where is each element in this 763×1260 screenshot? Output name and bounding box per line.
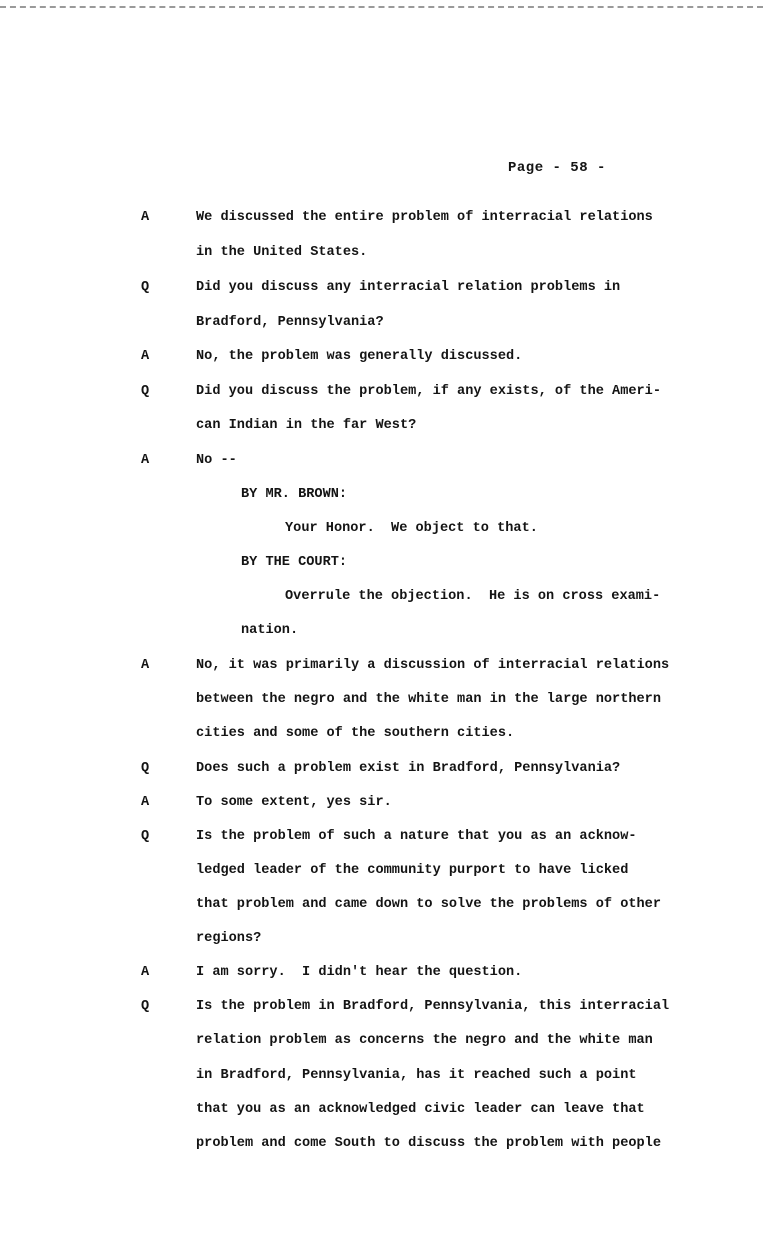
speaker-label: A <box>141 349 150 364</box>
transcript-line <box>0 485 763 505</box>
transcript-line <box>0 963 763 983</box>
line-text: that you as an acknowledged civic leader can leave that <box>196 1102 645 1117</box>
line-text: I am sorry. I didn't hear the question. <box>196 965 523 980</box>
line-text: Bradford, Pennsylvania? <box>196 315 384 330</box>
transcript-line <box>0 553 763 573</box>
transcript-line <box>0 929 763 949</box>
line-text: relation problem as concerns the negro and the white man <box>196 1033 653 1048</box>
transcript-line <box>0 621 763 641</box>
line-text: in the United States. <box>196 245 368 260</box>
line-text: Is the problem of such a nature that you as an acknow- <box>196 829 637 844</box>
speaker-label: A <box>141 453 150 468</box>
transcript-line <box>0 895 763 915</box>
transcript-line <box>0 1134 763 1154</box>
line-text: Did you discuss any interracial relation problems in <box>196 280 621 295</box>
transcript-line <box>0 656 763 676</box>
speaker-label: Q <box>141 761 150 776</box>
transcript-line <box>0 724 763 744</box>
transcript-line <box>0 690 763 710</box>
transcript-line <box>0 313 763 333</box>
transcript-line <box>0 347 763 367</box>
line-text: We discussed the entire problem of interracial relations <box>196 210 653 225</box>
line-text: To some extent, yes sir. <box>196 795 392 810</box>
transcript-line <box>0 243 763 263</box>
page-top-edge <box>0 0 763 8</box>
transcript-line <box>0 827 763 847</box>
transcript-line <box>0 382 763 402</box>
line-text: ledged leader of the community purport to have licked <box>196 863 629 878</box>
transcript-line <box>0 759 763 779</box>
transcript-line <box>0 587 763 607</box>
line-text: problem and come South to discuss the problem with people <box>196 1136 661 1151</box>
speaker-label: A <box>141 210 150 225</box>
transcript-line <box>0 416 763 436</box>
line-text: Overrule the objection. He is on cross exami- <box>285 589 661 604</box>
transcript-line <box>0 1100 763 1120</box>
speaker-label: A <box>141 658 150 673</box>
line-text: BY MR. BROWN: <box>241 487 348 502</box>
line-text: No, the problem was generally discussed. <box>196 349 523 364</box>
transcript-line <box>0 997 763 1017</box>
line-text: in Bradford, Pennsylvania, has it reached such a point <box>196 1068 637 1083</box>
line-text: can Indian in the far West? <box>196 418 417 433</box>
line-text: regions? <box>196 931 262 946</box>
line-text: Does such a problem exist in Bradford, Pennsylvania? <box>196 761 621 776</box>
page-number: Page - 58 - <box>508 160 606 176</box>
speaker-label: A <box>141 795 150 810</box>
line-text: between the negro and the white man in the large northern <box>196 692 661 707</box>
transcript-line <box>0 1031 763 1051</box>
transcript-line <box>0 208 763 228</box>
transcript-line <box>0 793 763 813</box>
speaker-label: Q <box>141 999 150 1014</box>
transcript-line <box>0 278 763 298</box>
line-text: No -- <box>196 453 237 468</box>
line-text: Is the problem in Bradford, Pennsylvania, this interracial <box>196 999 670 1014</box>
speaker-label: Q <box>141 384 150 399</box>
line-text: No, it was primarily a discussion of interracial relations <box>196 658 670 673</box>
line-text: BY THE COURT: <box>241 555 348 570</box>
speaker-label: A <box>141 965 150 980</box>
transcript-line <box>0 451 763 471</box>
transcript-line <box>0 1066 763 1086</box>
line-text: nation. <box>241 623 299 638</box>
transcript-line <box>0 519 763 539</box>
line-text: Did you discuss the problem, if any exists, of the Ameri- <box>196 384 661 399</box>
line-text: cities and some of the southern cities. <box>196 726 515 741</box>
speaker-label: Q <box>141 280 150 295</box>
line-text: that problem and came down to solve the problems of other <box>196 897 661 912</box>
line-text: Your Honor. We object to that. <box>285 521 538 536</box>
transcript-line <box>0 861 763 881</box>
speaker-label: Q <box>141 829 150 844</box>
